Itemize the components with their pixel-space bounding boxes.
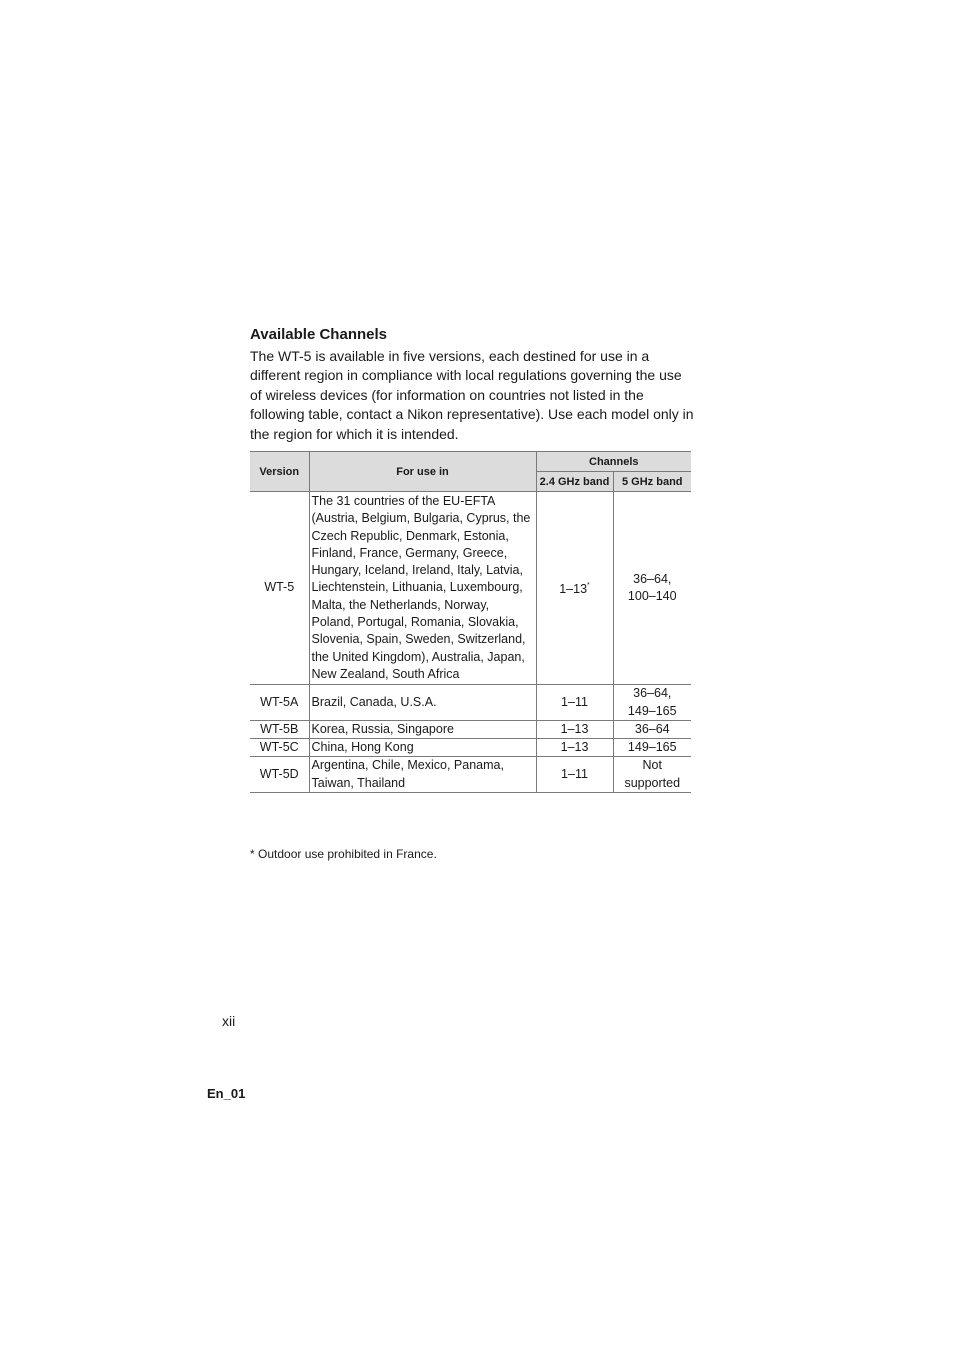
band-5-cell: 36–64 <box>613 720 691 738</box>
countries-cell: Argentina, Chile, Mexico, Panama, Taiwan, Thailand <box>309 757 536 793</box>
band-5-cell <box>613 492 691 685</box>
table-row <box>250 739 691 757</box>
section-title: Available Channels <box>250 326 387 343</box>
band-5-cell <box>613 685 691 721</box>
header-band-24: 2.4 GHz band <box>536 472 613 492</box>
table-row <box>250 492 691 685</box>
footnote-marker: * <box>587 582 590 590</box>
document-code: En_01 <box>207 1086 246 1101</box>
band-24-cell: 1–11 <box>536 757 613 793</box>
version-cell: WT-5C <box>250 739 309 757</box>
band-24-cell <box>536 492 613 685</box>
table-row <box>250 757 691 793</box>
countries-cell: The 31 countries of the EU-EFTA (Austria, Belgium, Bulgaria, Cyprus, the Czech Republic, Denmark, Estonia, Finland, France, Germany, Greece, Hungary, Iceland, Ireland, Italy, Latvia, Liechtenstein, Lithuania, Luxembourg, Malta, the Netherlands, Norway, Poland, Portugal, Romania, Slovakia, Slovenia, Spain, Sweden, Switzerland, the United Kingdom), Australia, Japan, New Zealand, South Africa <box>309 492 536 685</box>
version-cell: WT-5A <box>250 685 309 721</box>
countries-cell: China, Hong Kong <box>309 739 536 757</box>
band-24-cell: 1–13 <box>536 720 613 738</box>
band-5-line-1: Not <box>642 758 662 773</box>
intro-paragraph: The WT-5 is available in five versions, each destined for use in a different region in compliance with local regulations governing the use of wireless devices (for information on countries not listed in the following table, contact a Nikon representative). Use each model only in the region for which it is intended. <box>250 348 694 442</box>
band-5-cell: 149–165 <box>613 739 691 757</box>
version-cell: WT-5D <box>250 757 309 793</box>
channels-table <box>250 451 691 793</box>
page-number: xii <box>222 1013 236 1029</box>
band-24-value: 1–13 <box>559 582 588 597</box>
version-cell: WT-5 <box>250 492 309 685</box>
band-5-line-2: 100–140 <box>627 589 677 604</box>
band-5-line-1: 36–64, <box>633 571 672 586</box>
countries-cell: Korea, Russia, Singapore <box>309 720 536 738</box>
header-channels: Channels <box>536 452 691 472</box>
band-24-cell: 1–11 <box>536 685 613 721</box>
band-5-line-1: 36–64, <box>633 686 672 701</box>
header-band-5: 5 GHz band <box>613 472 691 492</box>
band-5-line-2: 149–165 <box>627 703 677 718</box>
header-for-use-in: For use in <box>309 452 536 492</box>
version-cell: WT-5B <box>250 720 309 738</box>
table-header-row <box>250 452 691 472</box>
header-version: Version <box>250 452 309 492</box>
band-5-line-2: supported <box>624 775 681 790</box>
table-row <box>250 685 691 721</box>
band-24-cell: 1–13 <box>536 739 613 757</box>
footnote: * Outdoor use prohibited in France. <box>250 847 437 861</box>
band-5-cell <box>613 757 691 793</box>
countries-cell: Brazil, Canada, U.S.A. <box>309 685 536 721</box>
table-row <box>250 720 691 738</box>
